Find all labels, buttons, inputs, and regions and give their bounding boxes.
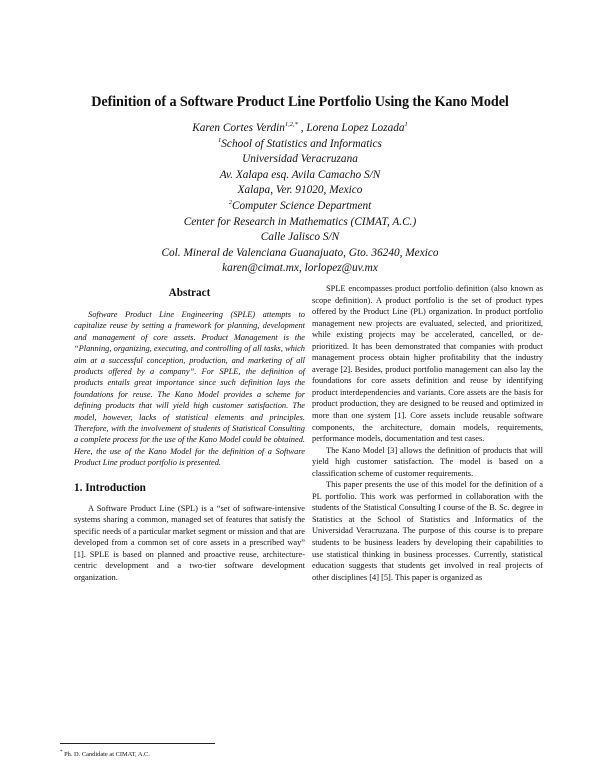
affiliation-1-text: School of Statistics and Informatics (221, 137, 382, 150)
introduction-heading: 1. Introduction (74, 481, 146, 494)
author-2-sup: 1 (404, 121, 408, 128)
footnote (60, 751, 150, 758)
abstract-text: Software Product Line Engineering (SPLE) attempts to capitalize reuse by setting a framework for planning, development and management of core assets. Product Management is the “Planning, organizing, executing, and controlling of all tasks, which aim at a successful conception, production, and marketing of all products offered by a company”. For SPLE, the definition of products entails great importance since such definition lays the foundations for reuse. The Kano Model provides a scheme for defining products that will yield high customer satisfaction. The model, however, lacks of statistical elements and principles. Therefore, with the involvement of students of Statistical Consulting a complete process for the use of the Kano Model could be obtained. Here, the use of the Kano Model for the definition of a Software Product Line product portfolio is presented. (74, 310, 305, 468)
city-line: Col. Mineral de Valenciana Guanajuato, Gto. 36240, Mexico (161, 246, 439, 259)
affiliation-1-sup: 1 (218, 136, 222, 144)
author-2-name: Lorena Lopez Lozada (306, 122, 405, 134)
left-column (74, 287, 305, 584)
address-line-2: Xalapa, Ver. 91020, Mexico (237, 184, 363, 197)
university-line: Universidad Veracruzana (242, 153, 358, 166)
footnote-text: Ph. D. Candidate at CIMAT, A.C. (64, 751, 150, 758)
author-1-sup: 1,2,* (284, 121, 298, 128)
author-separator: , (297, 122, 307, 134)
author-block (80, 121, 520, 277)
right-column (312, 283, 543, 583)
affiliation-2-sup: 2 (228, 198, 232, 206)
affiliation-2-text: Computer Science Department (231, 199, 372, 212)
right-paragraph-1: SPLE encompasses product portfolio definition (also known as scope definition). A product portfolio is the set of product types offered by the Product Line (PL) organization. In product portfolio management new projects are evaluated, selected, and prioritized, while existing projects may be accelerated, cancelled, or de-prioritized. It has been demonstrated that companies with product management process obtain higher profitability that the industry average [2]. Besides, product portfolio management can also lay the foundations for core assets definition and reuse by identifying product interdependencies and variants. Core assets are the basis for product production, they are designed to be reused and optimized in more than one system [1]. Core assets include reusable software components, the architecture, domain models, requirements, performance models, documentation and test cases. (312, 284, 543, 444)
abstract-heading: Abstract (168, 287, 211, 299)
author-1-name: Karen Cortes Verdin (192, 122, 285, 134)
center-line: Center for Research in Mathematics (CIMAT, A.C.) (183, 215, 417, 228)
author-names (80, 121, 520, 137)
right-paragraph-2: The Kano Model [3] allows the definition of products that will yield high customer satisfaction. The model is based on a classification scheme of customer requirements. (312, 445, 543, 478)
address-line-1: Av. Xalapa esq. Avila Camacho S/N (219, 168, 381, 181)
paper-title: Definition of a Software Product Line Portfolio Using the Kano Model (91, 94, 509, 110)
introduction-paragraph-1: A Software Product Line (SPL) is a “set of software-intensive systems sharing a common, managed set of features that satisfy the specific needs of a particular market segment or mission and that are developed from a common set of core assets in a prescribed way” [1]. SPLE is based on planned and proactive reuse, architecture-centric development and a two-tier software development organization. (74, 503, 305, 582)
footnote-mark: * (60, 750, 63, 755)
affiliation-2 (80, 199, 520, 215)
right-paragraph-3: This paper presents the use of this model for the definition of a PL portfolio. This work was performed in collaboration with the students of the Statistical Consulting I course of the B. Sc. degree in Statistics at the School of Statistics and Informatics of the Universidad Veracruzana. The purpose of this course is to prepare students to be business leaders by developing their capabilities to use statistical thinking in business processes. Currently, statistical education suggests that students get involved in real projects of other disciplines [4] [5]. This paper is organized as (312, 480, 543, 582)
footnote-rule (60, 743, 215, 744)
affiliation-1 (80, 137, 520, 153)
street-line: Calle Jalisco S/N (260, 231, 340, 244)
email-line: karen@cimat.mx, lorlopez@uv.mx (222, 262, 378, 275)
